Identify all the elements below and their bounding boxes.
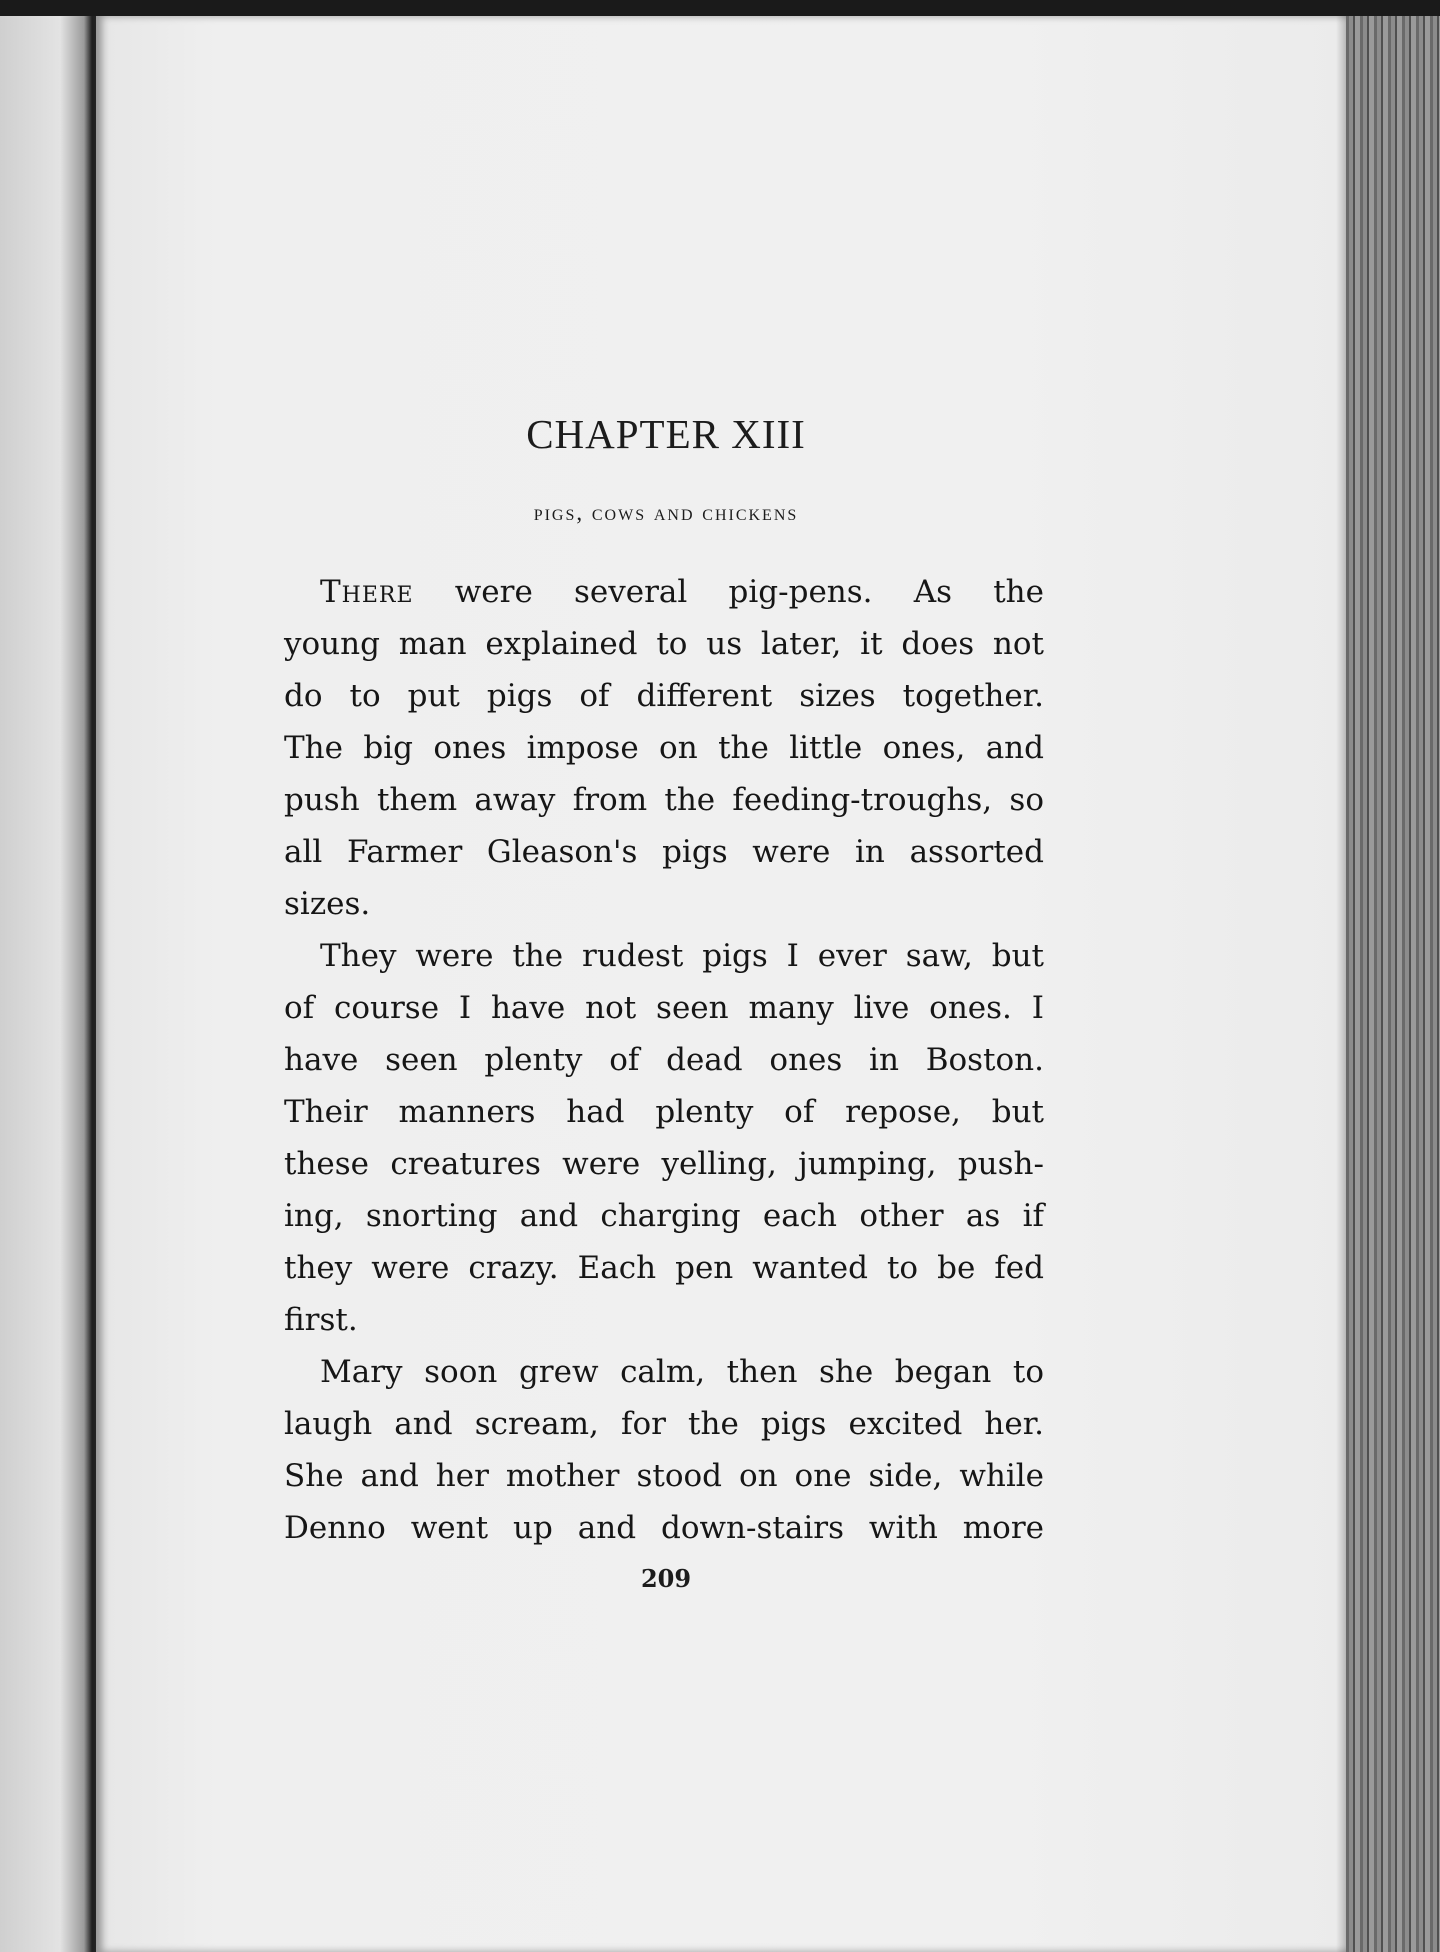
text-line: of course I have not seen many live ones. I xyxy=(284,990,1044,1026)
text-line: Their manners had plenty of repose, but xyxy=(284,1094,1044,1130)
body-text xyxy=(284,566,1044,1554)
paragraph-2 xyxy=(284,930,1044,1346)
text-line: do to put pigs of different sizes together. xyxy=(284,678,1044,714)
page-stack-edge xyxy=(1346,16,1440,1952)
chapter-title: CHAPTER XIII xyxy=(526,411,806,457)
text-line: Denno went up and down-stairs with more xyxy=(284,1510,1044,1546)
drop-word: There xyxy=(320,574,414,610)
text-line: She and her mother stood on one side, while xyxy=(284,1458,1044,1494)
paragraph-1 xyxy=(284,566,1044,930)
paragraph-3 xyxy=(284,1346,1044,1554)
text-line: these creatures were yelling, jumping, push- xyxy=(284,1146,1044,1182)
text-line: ing, snorting and charging each other as if xyxy=(284,1198,1044,1234)
text-line: There were several pig-pens. As the xyxy=(320,574,1044,610)
text-line: They were the rudest pigs I ever saw, but xyxy=(320,938,1044,974)
text-line: young man explained to us later, it does not xyxy=(284,626,1044,662)
chapter-subtitle: pigs, cows and chickens xyxy=(533,500,799,525)
text-line: Mary soon grew calm, then she began to xyxy=(320,1354,1044,1390)
text-line: push them away from the feeding-troughs, so xyxy=(284,782,1044,818)
text-line: laugh and scream, for the pigs excited her. xyxy=(284,1406,1044,1442)
text-line: first. xyxy=(284,1302,358,1338)
left-page-edge xyxy=(0,16,100,1952)
text-line: sizes. xyxy=(284,886,371,922)
text-line: all Farmer Gleason's pigs were in assorted xyxy=(284,834,1044,870)
text-line: The big ones impose on the little ones, and xyxy=(284,730,1044,766)
page-number: 209 xyxy=(640,1564,692,1593)
text-line: they were crazy. Each pen wanted to be fed xyxy=(284,1250,1044,1286)
text-line: have seen plenty of dead ones in Boston. xyxy=(284,1042,1044,1078)
